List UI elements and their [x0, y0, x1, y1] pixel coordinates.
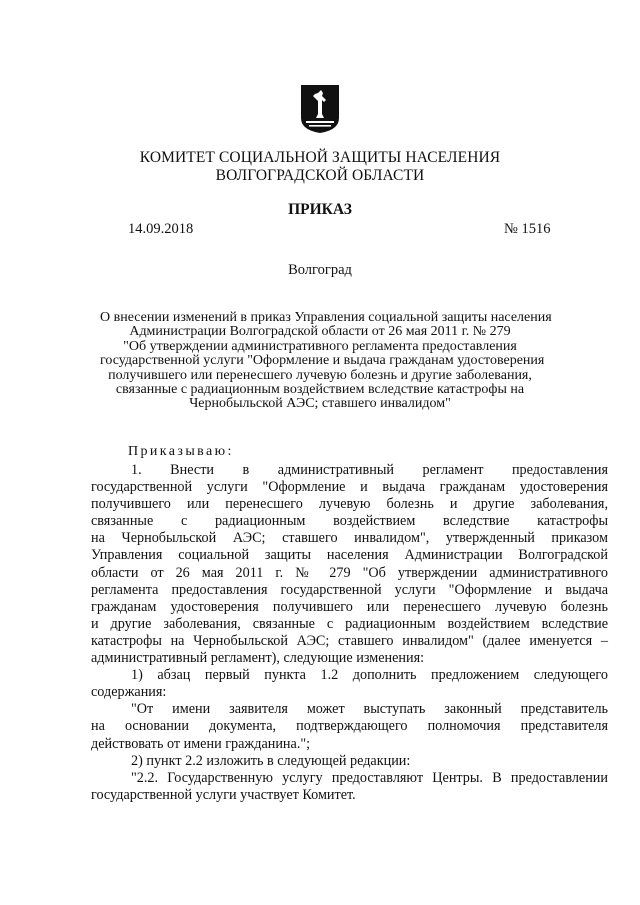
body-line: гражданам удостоверения получившего или перенесшего лучевую болезнь — [91, 598, 608, 615]
body-line: регламента предоставления государственной услуги "Оформление и выдача — [91, 581, 608, 598]
body-line: Управления социальной защиты населения Администрации Волгоградской — [91, 547, 608, 564]
subject-line: Чернобыльской АЭС; ставшего инвалидом" — [189, 396, 451, 412]
organization-line-2: ВОЛГОГРАДСКОЙ ОБЛАСТИ — [215, 167, 425, 184]
body-line: и другие заболевания, связанные с радиационным воздействием вследствие — [91, 615, 608, 632]
body-line: 2) пункт 2.2 изложить в следующей редакции: — [131, 752, 411, 769]
document-subject — [100, 310, 552, 412]
body-line: административный регламент), следующие изменения: — [91, 650, 425, 667]
body-line: на Чернобыльской АЭС; ставшего инвалидом", утвержденный приказом — [91, 530, 608, 547]
organization-line-1: КОМИТЕТ СОЦИАЛЬНОЙ ЗАЩИТЫ НАСЕЛЕНИЯ — [139, 149, 501, 166]
body-line: содержания: — [91, 684, 167, 701]
document-number: № 1516 — [504, 221, 551, 237]
body-line: катастрофы на Чернобыльской АЭС; ставшего инвалидом" (далее именуется – — [91, 632, 608, 649]
subject-line: получившего или перенесшего лучевую болезнь и другие заболевания, — [108, 367, 532, 383]
organization-name — [0, 149, 640, 185]
body-line: государственной услуги участвует Комитет. — [91, 786, 356, 803]
subject-line: Администрации Волгоградской области от 26 мая 2011 г. № 279 — [129, 324, 511, 340]
body-line: связанные с радиационным воздействием вследствие катастрофы — [91, 513, 608, 530]
coat-of-arms-icon — [300, 84, 340, 134]
subject-line: О внесении изменений в приказ Управления социальной защиты населения — [100, 310, 552, 325]
document-city: Волгоград — [288, 262, 352, 278]
document-type: ПРИКАЗ — [288, 201, 352, 218]
body-line: "От имени заявителя может выступать законный представитель — [131, 701, 608, 718]
body-line: получившего или перенесшего лучевую болезнь и другие заболевания, — [91, 496, 608, 513]
document-date: 14.09.2018 — [128, 221, 194, 237]
body-line: государственной услуги "Оформление и выдача гражданам удостоверения — [91, 479, 608, 496]
document-body — [91, 462, 608, 804]
body-line: действовать от имени гражданина."; — [91, 735, 311, 752]
body-line: 1. Внести в административный регламент предоставления — [131, 462, 608, 478]
order-word: Приказываю: — [128, 444, 234, 459]
body-line: области от 26 мая 2011 г. № 279 "Об утверждении административного — [91, 564, 608, 581]
subject-line: "Об утверждении административного регламента предоставления — [123, 338, 517, 354]
body-line: 1) абзац первый пункта 1.2 дополнить предложением следующего — [131, 667, 608, 684]
subject-line: государственной услуги "Оформление и выдача гражданам удостоверения — [100, 353, 545, 369]
body-line: "2.2. Государственную услугу предоставляют Центры. В предоставлении — [131, 769, 608, 786]
body-line: на основании документа, подтверждающего полномочия представителя — [91, 718, 608, 735]
subject-line: связанные с радиационным воздействием вследствие катастрофы на — [115, 382, 525, 398]
